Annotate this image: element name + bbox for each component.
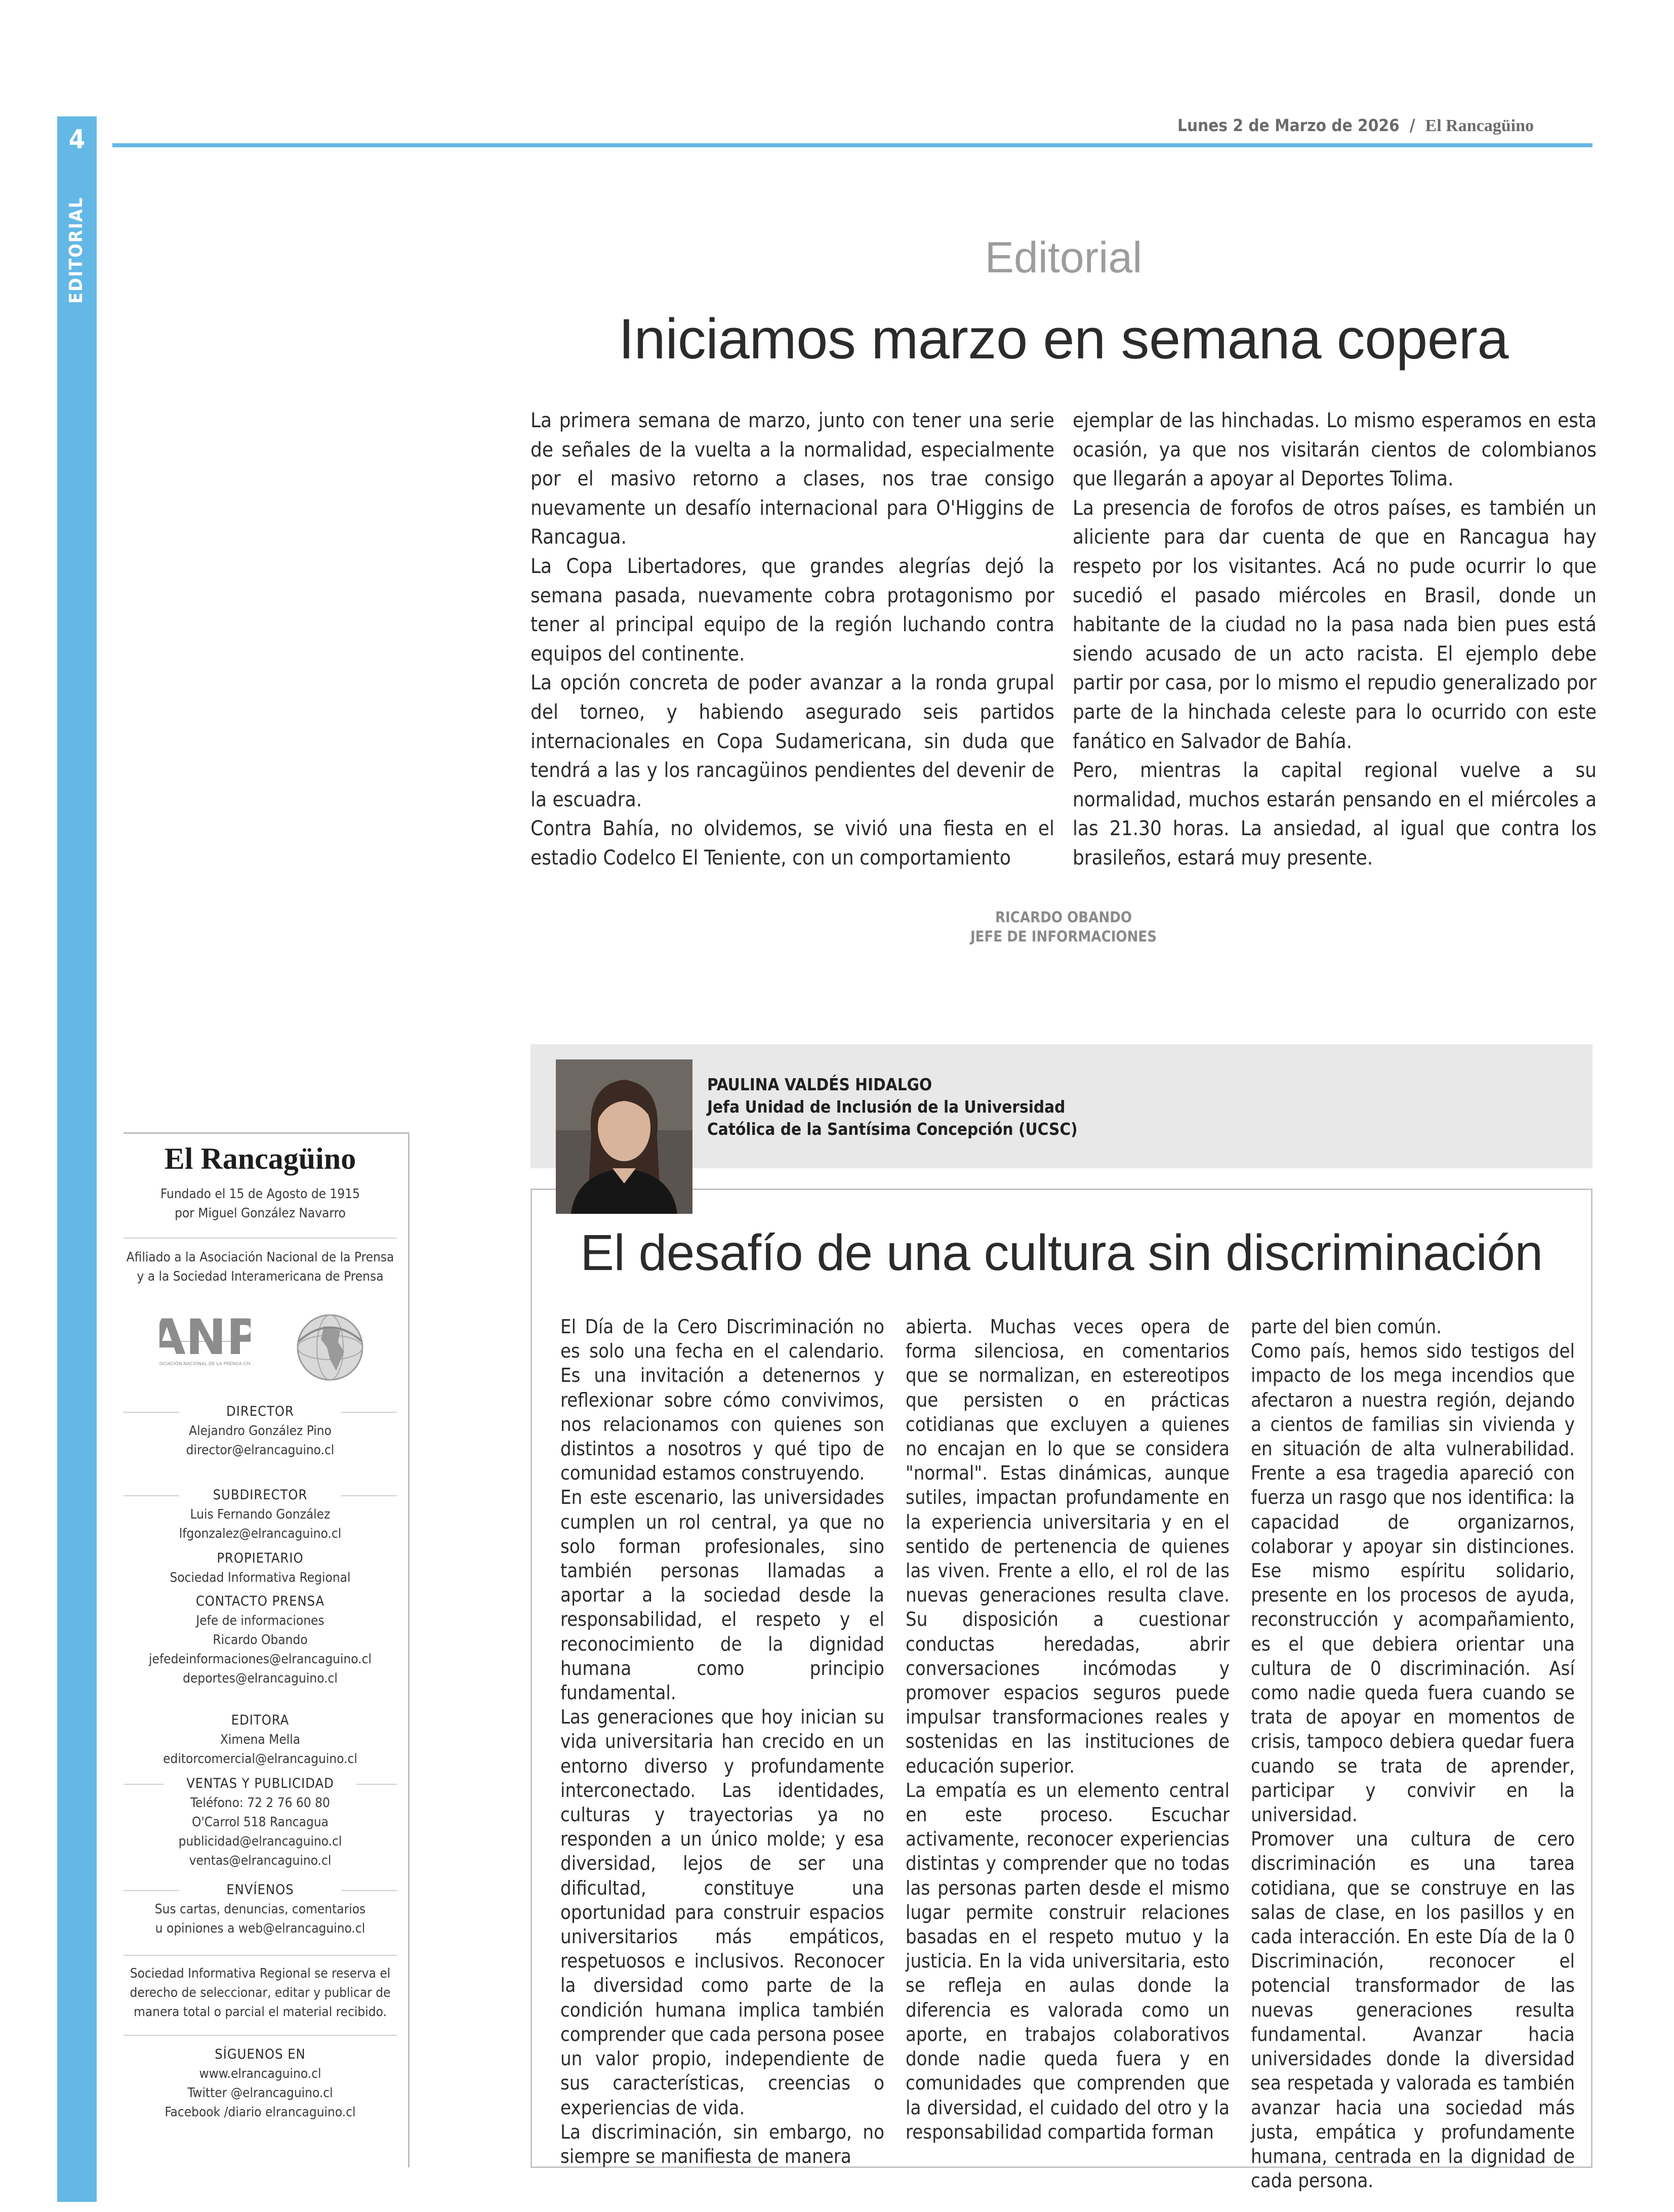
label-line — [341, 1412, 397, 1413]
editorial-column-1 — [530, 406, 1054, 873]
editorial-paragraph: ejemplar de las hinchadas. Lo mismo esperamos en esta ocasión, ya que nos visitarán cientos de colombianos que llegarán a apoyar al Deportes Tolima. — [1073, 409, 1597, 491]
masthead-divider — [124, 2035, 397, 2036]
masthead-sales — [124, 1774, 397, 1870]
press-label: CONTACTO PRENSA — [195, 1593, 325, 1609]
sales-phone: Teléfono: 72 2 76 60 80 — [190, 1795, 330, 1811]
masthead-owner — [124, 1549, 397, 1587]
editorial-paragraph: La presencia de forofos de otros países, es también un aliciente para dar cuenta de que en Rancagua hay respeto por los visitantes. Acá no pude ocurrir lo que sucedió el pasado miércoles en Brasil, donde un habitante de la ciudad no la pasa nada bien pues está siendo acusado de un acto racista. El ejemplo debe partir por casa, por lo mismo el repudio generalizado por parte de la hinchada celeste para lo ocurrido con este fanático en Salvador de Bahía. — [1073, 496, 1597, 753]
editorial-signature — [530, 908, 1597, 946]
sales-email-2: ventas@elrancaguino.cl — [189, 1853, 332, 1868]
masthead-founded: Fundado el 15 de Agosto de 1915 — [160, 1186, 360, 1202]
director-email: director@elrancaguino.cl — [186, 1443, 335, 1458]
masthead-editor — [124, 1711, 397, 1769]
signature-name: RICARDO OBANDO — [995, 909, 1132, 926]
author-name: PAULINA VALDÉS HIDALGO — [707, 1075, 932, 1094]
send-label: ENVÍENOS — [226, 1882, 294, 1898]
press-email-2: deportes@elrancaguino.cl — [183, 1671, 338, 1686]
disclaimer-line: derecho de seleccionar, editar y publicar de — [130, 1985, 391, 2000]
section-label — [61, 196, 93, 319]
author-title — [707, 1096, 1264, 1140]
label-line — [124, 1495, 179, 1496]
masthead-divider — [124, 1238, 397, 1239]
section-label-text: EDITORIAL — [66, 196, 87, 304]
editor-name: Ximena Mella — [220, 1732, 301, 1747]
sip-globe-logo — [294, 1311, 367, 1384]
masthead-founder: por Miguel González Navarro — [175, 1206, 346, 1221]
column-paragraph: En este escenario, las universidades cumplen un rol central, ya que no solo forman profesionales, sino también personas llamadas a aportar a la sociedad desde la responsabilidad, el respeto y el reconocimiento de la dignidad humana como principio fundamental. — [560, 1486, 884, 1704]
signature-role: JEFE DE INFORMACIONES — [970, 928, 1157, 945]
owner-name: Sociedad Informativa Regional — [170, 1570, 351, 1585]
label-line — [124, 1412, 179, 1413]
masthead-affiliation-1: Afiliado a la Asociación Nacional de la Prensa — [126, 1250, 394, 1265]
column-paragraph: La empatía es un elemento central en este proceso. Escuchar activamente, reconocer experiencias distintas y comprender que no todas las personas parten desde el mismo lugar permite construir relaciones basadas en el respeto mutuo y la justicia. En la vida universitaria, esto se refleja en aulas donde la diferencia es valorada como un aporte, en trabajos colaborativos donde nadie queda fuera y en comunidades que comprenden que la diversidad, el cuidado del otro y la responsabilidad compartida forman — [906, 1779, 1230, 2143]
column-paragraph: La discriminación, sin embargo, no siempre se manifiesta de manera — [560, 2120, 884, 2167]
masthead-director — [124, 1402, 397, 1460]
masthead-title: El Rancagüino — [164, 1142, 356, 1175]
subdirector-email: lfgonzalez@elrancaguino.cl — [179, 1526, 342, 1541]
page-number: 4 — [57, 116, 97, 163]
director-name: Alejandro González Pino — [189, 1423, 332, 1439]
label-line — [124, 1890, 179, 1891]
follow-label: SÍGUENOS EN — [215, 2046, 306, 2062]
column-paragraph: abierta. Muchas veces opera de forma silenciosa, en comentarios que se normalizan, en estereotipos que persisten o en prácticas cotidianas que excluyen a quienes no encajan en lo que se considera "normal". Estas dinámicas, aunque sutiles, impactan profundamente en la experiencia universitaria y en el sentido de pertenencia de quienes las viven. Frente a ello, el rol de las nuevas generaciones resulta clave. Su disposición a cuestionar conductas heredadas, abrir conversaciones incómodas y promover espacios seguros puede impulsar transformaciones reales y sostenidas en las instituciones de educación superior. — [906, 1316, 1230, 1777]
label-line — [124, 1784, 164, 1785]
disclaimer-line: Sociedad Informativa Regional se reserva el — [130, 1966, 391, 1981]
column-paragraph: Las generaciones que hoy inician su vida universitaria han crecido en un entorno diverso y profundamente interconectado. Las identidades, culturas y trayectorias ya no responden a un único molde; y esa diversidad, lejos de ser una dificultad, constituye una oportunidad para construir espacios universitarios más empáticos, respetuosos e inclusivos. Reconocer la diversidad como parte de la condición humana implica también comprender que cada persona posee un valor propio, independiente de sus características, creencias o experiencias de vida. — [560, 1706, 884, 2119]
column-text-2 — [906, 1315, 1230, 2144]
author-title-line: Jefa Unidad de Inclusión de la Universidad — [707, 1097, 1066, 1117]
label-line — [341, 1495, 397, 1496]
sales-address: O'Carrol 518 Rancagua — [191, 1815, 329, 1830]
masthead-top-rule — [124, 1132, 410, 1134]
column-paragraph: Como país, hemos sido testigos del impacto de los mega incendios que afectaron a nuestra región, dejando a cientos de familias sin vivienda y en situación de alta vulnerabilidad. Frente a esa tragedia apareció con fuerza un rasgo que nos identifica: la capacidad de organizarnos, colaborar y apoyar sin distinciones. Ese mismo espíritu solidario, presente en los procesos de ayuda, reconstrucción y acompañamiento, es el que debiera orientar una cultura de 0 discriminación. Así como nadie queda fuera cuando se trata de apoyar en momentos de crisis, tampoco debiera quedar fuera cuando se trata de aprender, participar y convivir en la universidad. — [1251, 1340, 1575, 1826]
author-photo — [556, 1059, 692, 1214]
masthead-press-contact — [124, 1592, 397, 1688]
masthead-affiliation-2: y a la Sociedad Interamericana de Prensa — [137, 1269, 384, 1284]
header-dateline — [1177, 115, 1534, 136]
column-paragraph: Promover una cultura de cero discriminación es una tarea cotidiana, que se construye en las salas de clase, en los pasillos y en cada interacción. En este Día de la 0 Discriminación, reconocer el potencial transformador de las nuevas generaciones resulta fundamental. Avanzar hacia universidades donde la diversidad sea respetada y valorada es también avanzar hacia una sociedad más justa, empática y profundamente humana, centrada en la dignidad de cada persona. — [1251, 1828, 1575, 2192]
editorial-paragraph: Contra Bahía, no olvidemos, se vivió una fiesta en el estadio Codelco El Teniente, con un comportamiento — [530, 817, 1054, 870]
press-name: Ricardo Obando — [213, 1632, 308, 1648]
editorial-kicker: Editorial — [985, 233, 1142, 282]
follow-twitter[interactable]: Twitter @elrancaguino.cl — [187, 2085, 333, 2101]
masthead-disclaimer — [124, 1964, 397, 2022]
header-separator: / — [1409, 115, 1415, 135]
press-email-1: jefedeinformaciones@elrancaguino.cl — [149, 1652, 372, 1667]
globe-icon — [294, 1311, 367, 1384]
editorial-paragraph: Pero, mientras la capital regional vuelve a su normalidad, muchos estarán pensando en el miércoles a las 21.30 horas. La ansiedad, al igual que contra los brasileños, estará muy presente. — [1073, 759, 1597, 870]
author-title-line: Católica de la Santísima Concepción (UCSC) — [707, 1119, 1078, 1139]
owner-label: PROPIETARIO — [217, 1550, 304, 1566]
masthead-send — [124, 1880, 397, 1938]
anp-logo-graphic — [159, 1303, 251, 1384]
press-role: Jefe de informaciones — [196, 1613, 324, 1628]
masthead-follow — [124, 2045, 397, 2122]
disclaimer-line: manera total o parcial el material recibido. — [134, 2004, 387, 2020]
section-band — [57, 116, 97, 2202]
subdirector-label: SUBDIRECTOR — [213, 1487, 308, 1503]
anp-logo-text: ANP — [159, 1309, 251, 1366]
editorial-column-2 — [1073, 406, 1597, 873]
masthead-subdirector — [124, 1486, 397, 1543]
sales-label: VENTAS Y PUBLICIDAD — [186, 1776, 334, 1791]
column-text-3 — [1251, 1315, 1575, 2193]
anp-logo-subtext: OCIACIÓN NACIONAL DE LA PRENSA CH — [159, 1362, 250, 1367]
subdirector-name: Luis Fernando González — [190, 1507, 331, 1522]
label-line — [341, 1890, 397, 1891]
masthead-right-rule — [408, 1132, 410, 2167]
column-headline: El desafío de una cultura sin discriminación — [580, 1224, 1543, 1281]
column-text-1 — [560, 1315, 884, 2168]
follow-web[interactable]: www.elrancaguino.cl — [199, 2066, 321, 2081]
header-rule — [112, 143, 1593, 147]
sales-email-1: publicidad@elrancaguino.cl — [178, 1834, 342, 1849]
column-paragraph: El Día de la Cero Discriminación no es solo una fecha en el calendario. Es una invitación a detenernos y reflexionar sobre cómo convivimos, nos relacionamos con quienes son distintos a nosotros y qué tipo de comunidad estamos construyendo. — [560, 1316, 884, 1485]
editorial-paragraph: La opción concreta de poder avanzar a la ronda grupal del torneo, y habiendo asegurado seis partidos internacionales en Copa Sudamericana, sin duda que tendrá a las y los rancagüinos pendientes del devenir de la escuadra. — [530, 671, 1054, 811]
editorial-headline: Iniciamos marzo en semana copera — [618, 307, 1509, 371]
anp-logo — [159, 1303, 251, 1384]
follow-facebook[interactable]: Facebook /diario elrancaguino.cl — [165, 2105, 356, 2120]
editorial-paragraph: La Copa Libertadores, que grandes alegrías dejó la semana pasada, nuevamente cobra protagonismo por tener al principal equipo de la región luchando contra equipos del continente. — [530, 554, 1054, 666]
director-label: DIRECTOR — [226, 1404, 294, 1419]
send-line-1: Sus cartas, denuncias, comentarios — [154, 1902, 366, 1917]
editor-label: EDITORA — [231, 1712, 290, 1728]
author-portrait-icon — [556, 1059, 692, 1214]
editor-email: editorcomercial@elrancaguino.cl — [163, 1751, 357, 1767]
header-paper-name: El Rancagüino — [1425, 116, 1534, 135]
column-paragraph: parte del bien común. — [1251, 1316, 1442, 1338]
masthead-divider — [124, 1955, 397, 1956]
send-line-2: u opiniones a web@elrancaguino.cl — [155, 1921, 365, 1936]
header-date: Lunes 2 de Marzo de 2026 — [1177, 115, 1400, 135]
editorial-paragraph: La primera semana de marzo, junto con tener una serie de señales de la vuelta a la normalidad, especialmente por el masivo retorno a clases, nos trae consigo nuevamente un desafío internacional para O'Higgins de Rancagua. — [530, 409, 1054, 549]
label-line — [356, 1784, 397, 1785]
